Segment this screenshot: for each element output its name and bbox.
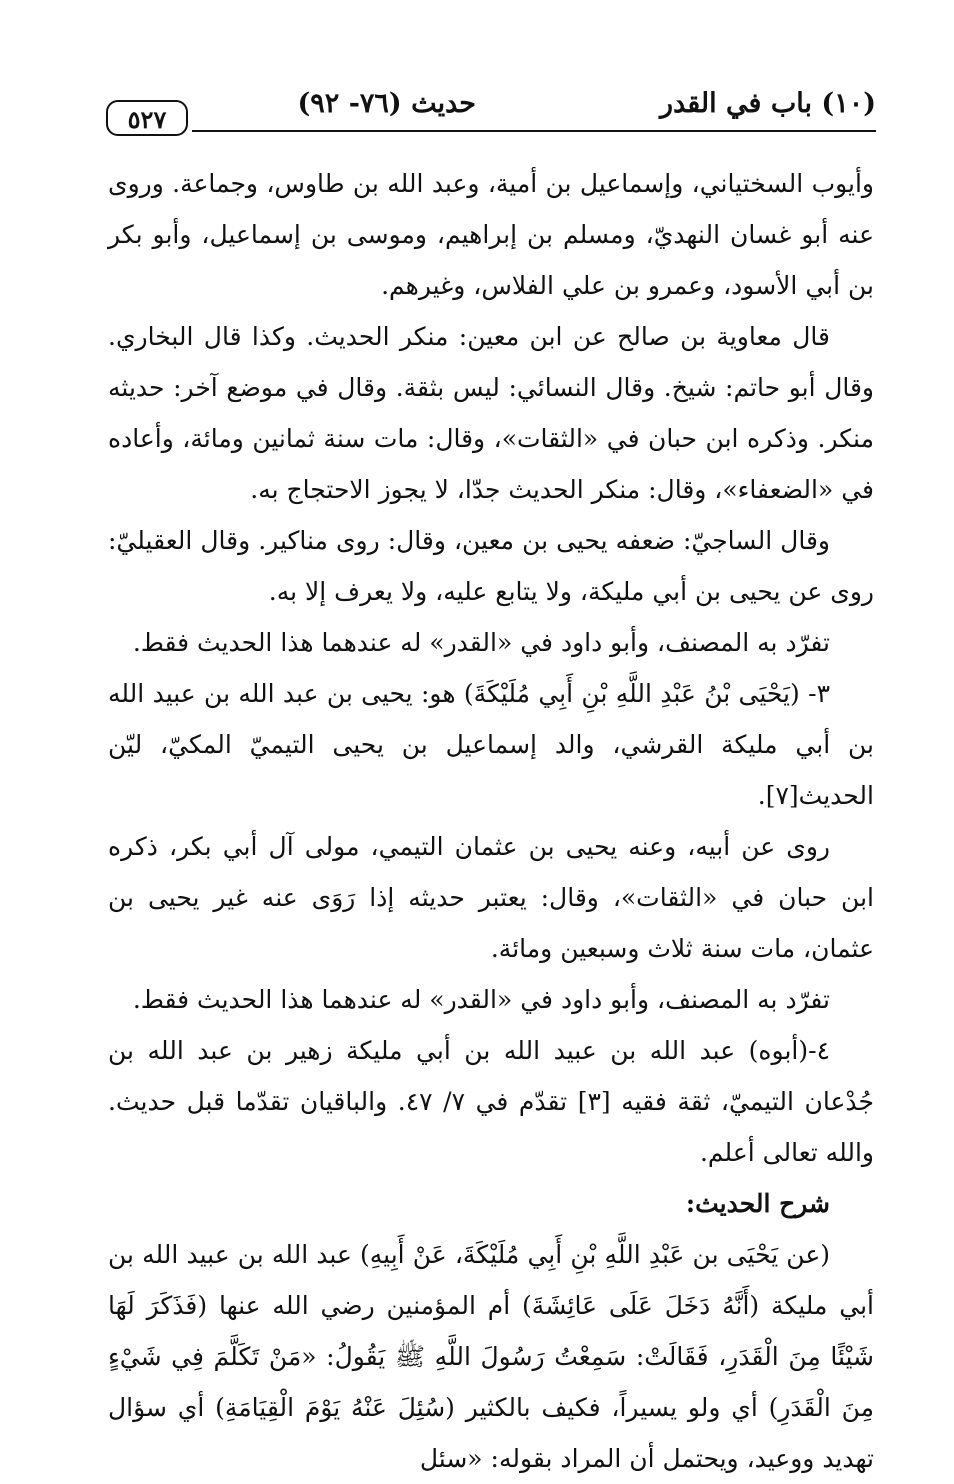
- paragraph: ٤-(أبوه) عبد الله بن عبيد الله بن أبي مليكة زهير بن عبد الله بن جُدْعان التيميّ، ثقة فقيه [٣] تقدّم في ٧/ ٤٧. والباقيان تقدّما قبل حديث. والله تعالى أعلم.: [108, 1036, 874, 1167]
- paragraph: ٣- (يَحْيَى بْنُ عَبْدِ اللَّهِ بْنِ أَبِي مُلَيْكَةَ) هو: يحيى بن عبد الله بن عبيد الله بن أبي مليكة القرشي، والد إسماعيل بن يحيى التيميّ المكيّ، ليّن الحديث[٧].: [108, 679, 874, 810]
- paragraph: (عن يَحْيَى بن عَبْدِ اللَّهِ بْنِ أَبِي مُلَيْكَةَ، عَنْ أَبِيهِ) عبد الله بن عبيد الله بن أبي مليكة (أَنَّهُ دَخَلَ عَلَى عَائِشَةَ) أم المؤمنين رضي الله عنها (فَذَكَرَ لَهَا شَيْئًا مِنَ الْقَدَرِ، فَقَالَتْ: سَمِعْتُ رَسُولَ اللَّهِ ﷺ يَقُولُ: «مَنْ تَكَلَّمَ فِي شَيْءٍ مِنَ الْقَدَرِ) أي ولو يسيراً، فكيف بالكثير (سُئِلَ عَنْهُ يَوْمَ الْقِيَامَةِ) أي سؤال تهديد ووعيد، ويحتمل أن المراد بقوله: «سئل: [108, 1240, 874, 1473]
- chapter-title: (١٠) باب في القدر: [660, 88, 876, 119]
- paragraph: تفرّد به المصنف، وأبو داود في «القدر» له عندهما هذا الحديث فقط.: [132, 628, 830, 657]
- page-number: ٥٢٧: [106, 100, 188, 136]
- page-body: [108, 158, 874, 1484]
- paragraph: وأيوب السختياني، وإسماعيل بن أمية، وعبد الله بن طاوس، وجماعة. وروى عنه أبو غسان النهديّ، ومسلم بن إبراهيم، وموسى بن إسماعيل، وأبو بكر بن أبي الأسود، وعمرو بن علي الفلاس، وغيرهم.: [108, 169, 874, 300]
- paragraph: قال معاوية بن صالح عن ابن معين: منكر الحديث. وكذا قال البخاري. وقال أبو حاتم: شيخ. وقال النسائي: ليس بثقة. وقال في موضع آخر: حديثه منكر. وذكره ابن حبان في «الثقات»، وقال: مات سنة ثمانين ومائة، وأعاده في «الضعفاء»، وقال: منكر الحديث جدّا، لا يجوز الاحتجاج به.: [108, 322, 874, 504]
- paragraph: تفرّد به المصنف، وأبو داود في «القدر» له عندهما هذا الحديث فقط.: [132, 985, 830, 1014]
- paragraph: وقال الساجيّ: ضعفه يحيى بن معين، وقال: روى مناكير. وقال العقيليّ: روى عن يحيى بن أبي مليكة، ولا يتابع عليه، ولا يعرف إلا به.: [108, 526, 874, 606]
- page-header: [106, 88, 876, 138]
- paragraph: روى عن أبيه، وعنه يحيى بن عثمان التيمي، مولى آل أبي بكر، ذكره ابن حبان في «الثقات»، وقال: يعتبر حديثه إذا رَوَى عنه غير يحيى بن عثمان، مات سنة ثلاث وسبعين ومائة.: [108, 832, 874, 963]
- header-rule: [192, 130, 876, 132]
- section-heading: شرح الحديث:: [685, 1189, 830, 1218]
- hadith-range: حديث (٧٦- ٩٢): [297, 88, 476, 119]
